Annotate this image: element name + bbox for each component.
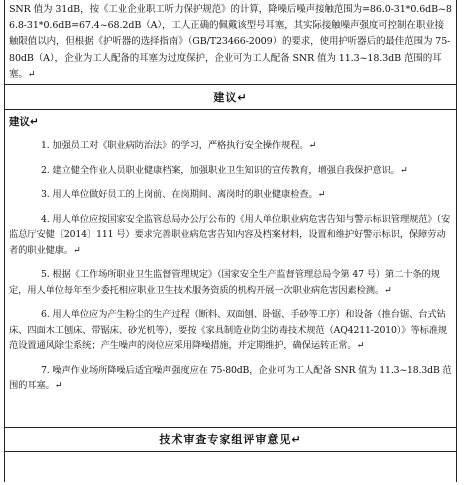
suggestion-item-6: 6. 用人单位应为产生粉尘的生产过程（断料、双面刨、卧锯、手砂等工序）和设备（推台锯、台式钻床、四面木工刨床、带锯床、砂光机等），要按《家具制造业防尘防毒技术规范（AQ4211-2010）》等标准规范设置通风除尘系统；产生噪声的岗位应采用降噪措施，并定期维护，确保运转正常。↵ xyxy=(9,309,448,351)
suggestion-item-1: 1. 加强员工对《职业病防治法》的学习，严格执行安全操作规程。↵ xyxy=(41,140,317,151)
suggestion-item-7: 7. 噪声作业场所降噪后适宜噪声强度应在 75-80dB，企业可为工人配备 SNR 值为 11.3~18.3dB 范围的耳塞。↵ xyxy=(9,364,452,391)
noise-analysis-text: SNR 值为 31dB，按《工业企业职工听力保护规范》的计算，降噪后噪声接触范围为=86.0-31*0.6dB~86.8-31*0.6dB=67.4~68.2dB（A），工人正确的佩戴该型号耳塞，其实际接触噪声强度可控制在职业接触限值以内，但根据《护听器的选择指南》（GB/T23466-2009）的要求，使用护听器后的最佳范围为 75-80dB（A），企业为工人配备的耳塞为过度保护，企业可为工人配备 SNR 值为 11.3~18.3dB 范围的耳塞。↵ xyxy=(9,4,452,80)
suggestions-header-cell xyxy=(4,85,457,110)
suggestions-lead: 建议↵ xyxy=(9,116,39,128)
suggestions-header: 建议↵ xyxy=(213,91,248,104)
expert-review-body-cell xyxy=(4,452,457,482)
suggestions-body-cell xyxy=(4,110,457,428)
expert-review-header-cell xyxy=(4,428,457,452)
suggestion-item-3: 3. 用人单位做好员工的上岗前、在岗期间、离岗时的职业健康检查。↵ xyxy=(41,189,326,200)
suggestion-item-2: 2. 建立健全作业人员职业健康档案，加强职业卫生知识的宣传教育，增强自我保护意识。↵ xyxy=(41,164,408,176)
expert-review-header: 技术审查专家组评审意见↵ xyxy=(159,433,302,446)
suggestion-item-4: 4. 用人单位应按国家安全监管总局办公厅公布的《用人单位职业病危害告知与警示标识管理规范》（安监总厅安健〔2014〕111 号）要求完善职业病危害告知内容及档案材料，设置和维护好警示标识，保障劳动者的职业健康。↵ xyxy=(9,213,451,256)
report-page xyxy=(4,0,459,482)
noise-protection-analysis-cell xyxy=(4,0,457,85)
suggestion-item-5: 5. 根据《工作场所职业卫生监督管理规定》（国家安全生产监督管理总局令第 47 号）第二十条的规定，用人单位每年至少委托相应职业卫生技术服务资质的机构开展一次职业病危害因素检测。↵ xyxy=(9,269,440,296)
